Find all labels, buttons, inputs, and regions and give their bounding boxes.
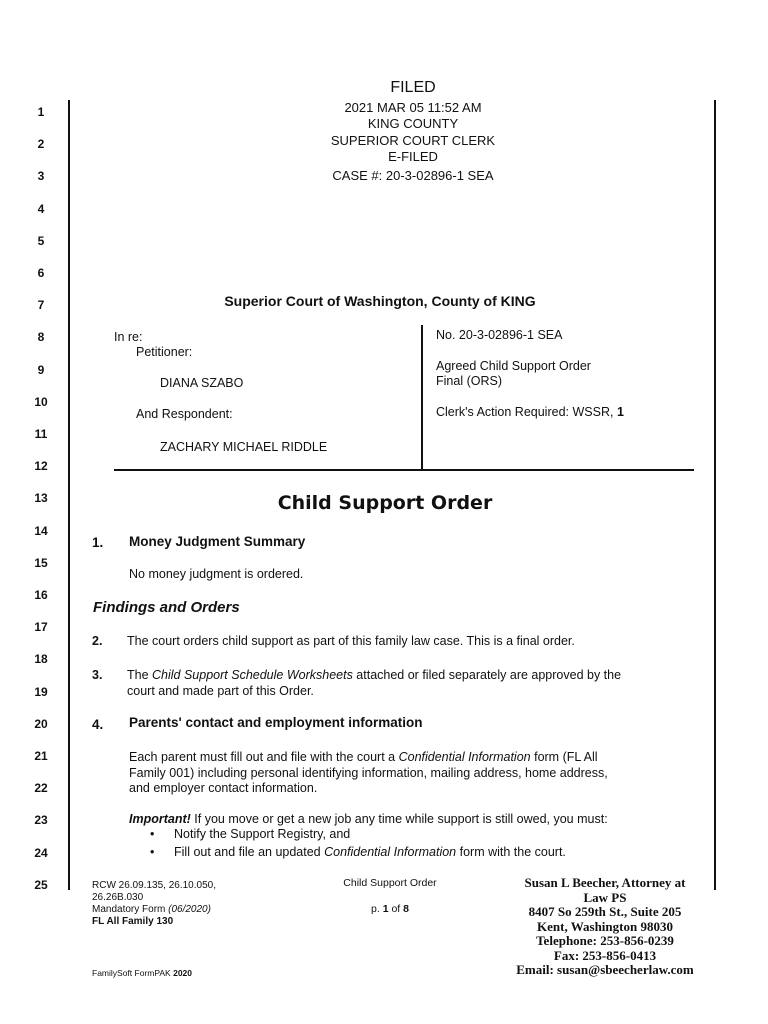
bullet-2-text [174,845,566,860]
line-number: 6 [37,266,45,280]
section-3-line-1 [127,668,621,683]
line-number: 14 [34,523,48,538]
page-current: 1 [382,903,389,915]
bullet-2-marker: • [150,845,155,859]
court-heading: Superior Court of Washington, County of KING [224,293,536,309]
attorney-fax: Fax: 253-856-0413 [553,947,657,963]
right-margin-line [714,100,716,890]
software-name: FamilySoft FormPAK [92,968,171,978]
attorney-phone: Telephone: 253-856-0239 [536,933,674,948]
section-4-p1-pre: Each parent must fill out and file with the court a [129,750,399,764]
bullet-1-text: Notify the Support Registry, and [174,827,351,841]
line-number: 25 [34,877,48,892]
section-4-para-line-3: and employer contact information. [129,781,318,795]
mandatory-date: (06/2020) [168,904,211,915]
stamp-efiled: E-FILED [388,149,438,164]
section-4-heading: Parents' contact and employment information [129,715,423,730]
line-number: 18 [34,652,48,667]
software-credit [92,968,192,979]
stamp-county: KING COUNTY [367,116,459,131]
line-number: 17 [34,620,48,635]
left-margin-line [68,100,70,890]
caption-respondent-name: ZACHARY MICHAEL RIDDLE [160,440,328,454]
section-2-number: 2. [92,634,103,648]
line-number: 13 [34,491,48,506]
section-4-important [129,812,608,827]
caption-respondent-label: And Respondent: [136,407,233,421]
line-number: 5 [37,233,45,248]
line-number: 11 [34,427,48,441]
footer-rcw-2: 26.26B.030 [92,892,144,903]
page-pre: p. [371,903,383,915]
caption-case-number: No. 20-3-02896-1 SEA [436,328,563,342]
section-1-heading: Money Judgment Summary [129,534,306,549]
footer-center-title: Child Support Order [343,877,437,889]
bullet-2-italic: Confidential Information [324,845,457,859]
section-4-p1-post: form (FL All [530,750,598,764]
line-number: 22 [34,781,48,796]
footer-form-id: FL All Family 130 [92,916,174,927]
attorney-name-2: Law PS [583,889,627,905]
caption-clerk-action [436,405,624,420]
section-4-p1-italic: Confidential Information [398,750,531,764]
section-4-number: 4. [92,717,104,732]
stamp-case: CASE #: 20-3-02896-1 SEA [332,168,494,183]
line-number: 23 [34,813,48,828]
attorney-email: Email: susan@sbeecherlaw.com [516,962,694,977]
findings-heading: Findings and Orders [93,599,240,616]
line-number: 2 [37,137,45,152]
section-3-pre: The [127,668,153,682]
section-3-post: attached or filed separately are approved by the [352,668,622,682]
stamp-clerk: SUPERIOR COURT CLERK [330,133,496,148]
stamp-datetime: 2021 MAR 05 11:52 AM [344,100,482,115]
footer-rcw-1: RCW 26.09.135, 26.10.050, [92,880,216,891]
clerk-action-text: Clerk's Action Required: WSSR, [436,405,614,419]
line-number: 16 [34,588,48,602]
section-3-italic: Child Support Schedule Worksheets [152,668,353,682]
page-total: 8 [403,903,409,915]
attorney-block [490,876,720,978]
line-number: 8 [37,330,45,345]
line-number: 4 [37,201,45,216]
bullet-2-post: form with the court. [456,845,566,859]
line-number: 19 [34,684,48,699]
section-4-para-line-1 [129,750,598,765]
footer-page-number [330,904,450,915]
attorney-name-1: Susan L Beecher, Attorney at [524,875,686,890]
mandatory-label: Mandatory Form [92,904,169,915]
document-title: Child Support Order [277,492,493,514]
bullet-1-marker: • [150,827,155,841]
section-1-number: 1. [92,535,104,550]
line-number: 20 [34,716,48,731]
caption-doc-title-1: Agreed Child Support Order [436,359,591,373]
section-3-line-2: court and made part of this Order. [127,684,314,698]
clerk-action-number: 1 [616,405,624,419]
line-number: 1 [37,105,45,119]
section-3-number: 3. [92,668,103,682]
attorney-address-1: 8407 So 259th St., Suite 205 [528,904,682,919]
section-1-text: No money judgment is ordered. [129,567,304,581]
page-of: of [388,903,404,915]
software-year: 2020 [173,968,193,978]
line-number: 24 [34,845,48,860]
caption-petitioner-name: DIANA SZABO [160,376,244,390]
caption-petitioner-label: Petitioner: [136,345,193,359]
line-number: 7 [37,298,45,313]
line-number: 12 [34,459,48,474]
line-number: 3 [37,169,45,184]
section-4-para-line-2: Family 001) including personal identifying information, mailing address, home address, [129,766,608,780]
line-number: 15 [34,555,48,570]
footer-mandatory [92,904,211,915]
section-2-text: The court orders child support as part of this family law case. This is a final order. [127,634,575,648]
caption-divider [421,325,423,470]
caption-underline [114,469,694,471]
bullet-2-pre: Fill out and file an updated [174,845,325,859]
line-number: 9 [37,362,45,377]
stamp-filed: FILED [390,79,436,96]
important-text: If you move or get a new job any time while support is still owed, you must: [190,812,608,826]
line-number: 10 [34,394,48,409]
caption-doc-title-2: Final (ORS) [436,374,502,388]
caption-in-re: In re: [114,330,143,344]
attorney-address-2: Kent, Washington 98030 [537,918,673,934]
line-number: 21 [34,749,48,763]
important-label: Important! [129,812,191,826]
